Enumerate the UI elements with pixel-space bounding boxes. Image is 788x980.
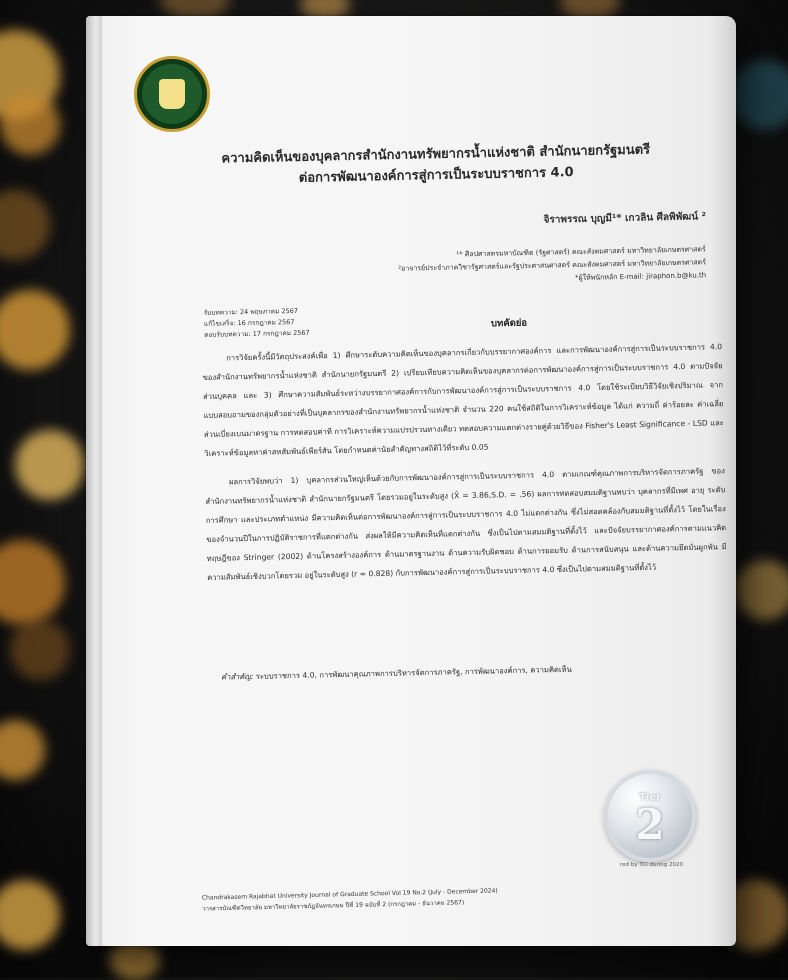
keywords xyxy=(221,660,721,683)
keywords-list: ระบบราชการ 4.0, การพัฒนาคุณภาพการบริหารจัดการภาครัฐ, การพัฒนาองค์การ, ความคิดเห็น xyxy=(255,664,572,681)
date-revised: แก้ไขเสร็จ: 16 กรกฎาคม 2567 xyxy=(203,317,295,328)
bokeh-light xyxy=(110,940,160,980)
book-spine xyxy=(86,16,102,946)
affiliation-2: ²อาจารย์ประจำภาควิชารัฐศาสตร์และรัฐประศาสนศาสตร์ คณะสังคมศาสตร์ มหาวิทยาลัยเกษตรศาสตร์ xyxy=(398,258,707,273)
date-received: รับบทความ: 24 พฤษภาคม 2567 xyxy=(203,306,299,317)
abstract-body xyxy=(202,337,727,597)
bokeh-light xyxy=(730,60,788,130)
footer-thai: วารสารบัณฑิตวิทยาลัย มหาวิทยาลัยราชภัฏจันทรเกษม ปีที่ 19 ฉบับที่ 2 (กรกฎาคม - ธันวาคม 2567) xyxy=(202,899,465,913)
affiliation-email: *ผู้ให้พนักหลัก E-mail: jiraphon.b@ku.th xyxy=(574,271,707,283)
affiliation-1: ¹* ศิลปศาสตรมหาบัณฑิต (รัฐศาสตร์) คณะสังคมศาสตร์ มหาวิทยาลัยเกษตรศาสตร์ xyxy=(456,245,706,259)
title-line-1: ความคิดเห็นของบุคลากรสำนักงานทรัพยากรน้ำแห่งชาติ สำนักนายกรัฐมนตรี xyxy=(221,142,651,167)
university-seal-logo xyxy=(134,56,210,132)
bokeh-light xyxy=(10,620,70,680)
tci-caption: red by TCI during 2020 xyxy=(620,862,683,868)
bokeh-light xyxy=(15,430,85,500)
abstract-paragraph-2: ผลการวิจัยพบว่า 1) บุคลากรส่วนใหญ่เห็นด้วยกับการพัฒนาองค์การสู่การเป็นระบบราชการ 4.0 ตามเกณฑ์คุณภาพการบริหารจัดการภาครัฐ ของสำนักงานทรัพยากรน้ำแห่งชาติ สำนักนายกรัฐมนตรี โดยรวมอยู่ในระดับสูง (X̄ = 3.86,S.D. = .56) ผลการทดสอบสมมติฐานพบว่า บุคลากรที่มีเพศ อายุ ระดับการศึกษา และประเภทตำแหน่ง มีความคิดเห็นต่อการพัฒนาองค์การสู่การเป็นระบบราชการ 4.0 ไม่แตกต่างกัน ซึ่งไม่สอดคล้องกับสมมติฐานที่ตั้งไว้ โดยในเรื่องของจำนวนปีในการปฏิบัติราชการที่แตกต่างกัน ส่งผลให้มีความคิดเห็นที่แตกต่างกัน ซึ่งเป็นไปตามสมมติฐานที่ตั้งไว้ และปัจจัยบรรยากาศองค์การตามแนวคิดทฤษฎีของ Stringer (2002) ด้านโครงสร้างองค์การ ด้านมาตรฐานงาน ด้านความรับผิดชอบ ด้านการยอมรับ ด้านการสนับสนุน และด้านความยึดมั่นผูกพัน มีความสัมพันธ์เชิงบวกโดยรวม อยู่ในระดับสูง (r = 0.828) กับการพัฒนาองค์การสู่การเป็นระบบราชการ 4.0 ซึ่งเป็นไปตามสมมติฐานที่ตั้งไว้ xyxy=(205,466,727,582)
abstract-heading: บทคัดย่อ xyxy=(490,317,528,330)
tci-tier-label: Tier xyxy=(639,792,661,803)
bokeh-light xyxy=(0,540,65,625)
tci-tier-number: 2 xyxy=(635,800,665,849)
title-line-2: ต่อการพัฒนาองค์การสู่การเป็นระบบราชการ 4.0 xyxy=(298,165,574,186)
date-accepted: ตอบรับบทความ: 17 กรกฎาคม 2567 xyxy=(204,328,310,339)
abstract-paragraph-1: การวิจัยครั้งนี้มีวัตถุประสงค์เพื่อ 1) ศึกษาระดับความคิดเห็นของบุคลากรเกี่ยวกับบรรยากาศองค์การ และการพัฒนาองค์การสู่การเป็นระบบราชการ 4.0 ของสำนักงานทรัพยากรน้ำแห่งชาติ สำนักนายกรัฐมนตรี 2) เปรียบเทียบความคิดเห็นของบุคลากรต่อการพัฒนาองค์การสู่การเป็นระบบราชการ 4.0 ตามปัจจัยส่วนบุคคล และ 3) ศึกษาความสัมพันธ์ระหว่างบรรยากาศองค์การกับการพัฒนาองค์การสู่การเป็นระบบราชการ 4.0 โดยใช้ระเบียบวิธีวิจัยเชิงปริมาณ จากแบบสอบถามของกลุ่มตัวอย่างที่เป็นบุคลากรของสำนักงานทรัพยากรน้ำแห่งชาติ จำนวน 220 คนใช้สถิติในการวิเคราะห์ข้อมูล ได้แก่ ความถี่ ค่าร้อยละ ค่าเฉลี่ย ส่วนเบี่ยงเบนมาตรฐาน การทดสอบค่าที การวิเคราะห์ความแปรปรวนทางเดียว ทดสอบความแตกต่างรายคู่ด้วยวิธีของ Fisher's Least Significance - LSD และวิเคราะห์ข้อมูลหาค่าสหสัมพันธ์เพียร์สัน โดยกำหนดค่านัยสำคัญทางสถิติไว้ที่ระดับ 0.05 xyxy=(202,342,724,458)
bokeh-light xyxy=(735,560,788,620)
seal-emblem-icon xyxy=(159,79,185,109)
bokeh-light xyxy=(0,190,50,260)
bokeh-light xyxy=(0,95,60,155)
affiliations xyxy=(256,243,707,291)
submission-dates xyxy=(204,304,385,341)
bokeh-light xyxy=(0,290,70,370)
footer-english: Chandrakasem Rajabhat University Journal of Graduate School Vol 19 No.2 (July - December 2024) xyxy=(201,887,498,902)
authors: จิราพรรณ บุญมี¹* เกวลิน ศีลพิพัฒน์ ² xyxy=(543,211,707,226)
bokeh-light xyxy=(0,880,60,950)
paper-title xyxy=(206,139,667,191)
bokeh-light xyxy=(0,720,45,780)
keywords-label: คำสำคัญ: xyxy=(220,671,254,682)
journal-footer xyxy=(202,883,582,914)
tci-tier-badge-icon xyxy=(604,770,696,862)
